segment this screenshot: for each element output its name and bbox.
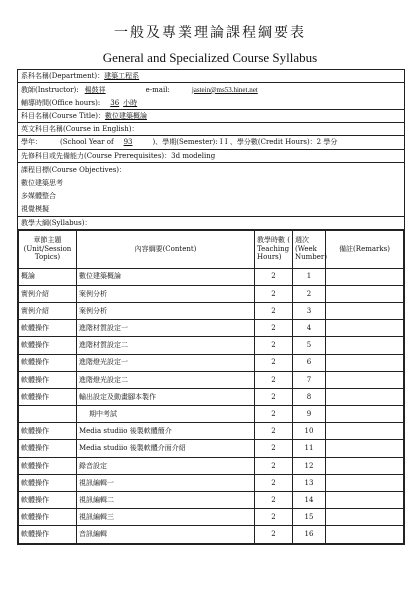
cell-remarks (326, 509, 404, 526)
cell-remarks (326, 337, 404, 354)
cell-content: 進階材質設定二 (77, 337, 255, 354)
cell-week: 3 (293, 302, 326, 319)
instructor-row (18, 83, 404, 96)
syllabus-label: 教學大綱(Syllabus)： (21, 218, 92, 227)
english-title-label: 英文科目名稱(Course in English)： (21, 125, 139, 134)
cell-hours: 2 (255, 268, 293, 285)
instructor-label: 教師(Instructor): (21, 85, 79, 94)
cell-week: 12 (293, 457, 326, 474)
cell-topic: 軟體操作 (19, 440, 77, 457)
table-row (19, 302, 404, 319)
prerequisites-row (18, 150, 404, 163)
cell-topic: 軟體操作 (19, 388, 77, 405)
table-row (19, 509, 404, 526)
cell-content: Media studiio 後製軟體介面介紹 (77, 440, 255, 457)
cell-remarks (326, 492, 404, 509)
course-title-row (18, 110, 404, 123)
cell-content: 視訊編輯二 (77, 492, 255, 509)
course-title-label: 科目名稱(Course Title)： (21, 111, 105, 120)
cell-week: 7 (293, 371, 326, 388)
cell-content: 案例分析 (77, 285, 255, 302)
cell-content: 視訊編輯三 (77, 509, 255, 526)
cell-hours: 2 (255, 388, 293, 405)
objective-text: 數位建築思考 (21, 178, 63, 187)
cell-hours: 2 (255, 354, 293, 371)
header-week: 週次 (Week Number) (293, 230, 326, 268)
office-hours-value: 36 (110, 98, 120, 107)
cell-content: 輸出設定及動畫腳本製作 (77, 388, 255, 405)
cell-week: 6 (293, 354, 326, 371)
cell-content: 音訊編輯 (77, 526, 255, 543)
cell-remarks (326, 285, 404, 302)
cell-content: 案例分析 (77, 302, 255, 319)
cell-hours: 2 (255, 474, 293, 491)
cell-remarks (326, 474, 404, 491)
table-row (19, 337, 404, 354)
cell-remarks (326, 440, 404, 457)
cell-week: 14 (293, 492, 326, 509)
objective-item (18, 176, 404, 189)
cell-hours: 2 (255, 509, 293, 526)
table-row (19, 492, 404, 509)
table-row (19, 388, 404, 405)
cell-week: 1 (293, 268, 326, 285)
cell-week: 8 (293, 388, 326, 405)
cell-remarks (326, 423, 404, 440)
syllabus-table (18, 230, 404, 544)
cell-topic: 軟體操作 (19, 371, 77, 388)
cell-topic: 軟體操作 (19, 526, 77, 543)
office-hours-row (18, 97, 404, 110)
prerequisites-value: 3d modeling (171, 151, 216, 160)
cell-hours: 2 (255, 526, 293, 543)
cell-hours: 2 (255, 337, 293, 354)
objective-text: 多媒體整合 (21, 192, 56, 201)
objectives-row (18, 163, 404, 176)
syllabus-row (18, 216, 404, 229)
cell-topic: 軟體操作 (19, 320, 77, 337)
objective-text: 視覺模擬 (21, 205, 49, 214)
year-text: (School Year of (60, 138, 114, 147)
cell-topic: 實例介紹 (19, 285, 77, 302)
cell-remarks (326, 526, 404, 543)
cell-hours: 2 (255, 371, 293, 388)
department-row (18, 70, 404, 83)
cell-remarks (326, 388, 404, 405)
cell-topic: 軟體操作 (19, 354, 77, 371)
instructor-value: 楊鼓祥 (84, 85, 106, 94)
objective-item (18, 190, 404, 203)
table-header-row (19, 230, 404, 268)
cell-remarks (326, 302, 404, 319)
header-remarks: 備註(Remarks) (326, 230, 404, 268)
cell-topic: 軟體操作 (19, 337, 77, 354)
table-row (19, 526, 404, 543)
year-value: 93 (123, 138, 133, 147)
table-row (19, 406, 404, 423)
cell-hours: 2 (255, 492, 293, 509)
year-row (18, 136, 404, 149)
syllabus-form (17, 69, 405, 545)
cell-remarks (326, 457, 404, 474)
cell-topic: 軟體操作 (19, 423, 77, 440)
cell-hours: 2 (255, 285, 293, 302)
cell-week: 5 (293, 337, 326, 354)
office-hours-unit: 小時 (123, 98, 138, 107)
table-row (19, 268, 404, 285)
cell-week: 15 (293, 509, 326, 526)
table-row (19, 371, 404, 388)
cell-hours: 2 (255, 423, 293, 440)
table-row (19, 440, 404, 457)
cell-remarks (326, 320, 404, 337)
cell-week: 2 (293, 285, 326, 302)
cell-topic: 軟體操作 (19, 492, 77, 509)
table-row (19, 285, 404, 302)
table-row (19, 474, 404, 491)
cell-topic (19, 406, 77, 423)
header-content: 內容綱要(Content) (77, 230, 255, 268)
cell-week: 16 (293, 526, 326, 543)
email-value: jastein@ms53.hinet.net (191, 85, 258, 94)
header-hours: 教學時數 ( Teaching Hours) (255, 230, 293, 268)
prerequisites-label: 先修科目或先備能力(Course Prerequisites)： (21, 151, 172, 160)
department-label: 系科名稱(Department)： (21, 71, 105, 80)
cell-remarks (326, 371, 404, 388)
cell-remarks (326, 406, 404, 423)
cell-hours: 2 (255, 440, 293, 457)
cell-hours: 2 (255, 302, 293, 319)
cell-topic: 軟體操作 (19, 457, 77, 474)
title-english: General and Specialized Course Syllabus (102, 50, 318, 65)
cell-content: 進階燈光設定一 (77, 354, 255, 371)
department-value: 建築工程系 (104, 71, 140, 80)
cell-remarks (326, 268, 404, 285)
table-row (19, 354, 404, 371)
cell-topic: 軟體操作 (19, 474, 77, 491)
cell-content: 進階燈光設定二 (77, 371, 255, 388)
cell-hours: 2 (255, 406, 293, 423)
cell-remarks (326, 354, 404, 371)
office-hours-label: 輔導時間(Office hours): (21, 98, 101, 107)
cell-week: 10 (293, 423, 326, 440)
header-topic: 章節主題 (Unit/Session Topics) (19, 230, 77, 268)
email-label: e-mail: (145, 85, 170, 94)
cell-content: 錄音設定 (77, 457, 255, 474)
english-title-row (18, 123, 404, 136)
cell-content: 數位建築概論 (77, 268, 255, 285)
cell-week: 13 (293, 474, 326, 491)
cell-hours: 2 (255, 320, 293, 337)
table-row (19, 457, 404, 474)
table-row (19, 423, 404, 440)
cell-week: 4 (293, 320, 326, 337)
cell-content: 期中考試 (77, 406, 255, 423)
objective-item (18, 203, 404, 216)
cell-topic: 實例介紹 (19, 302, 77, 319)
semester-credit-text: )、學期(Semester): I I 、學分數(Credit Hours)：2 學分 (152, 138, 338, 147)
course-title-value: 數位建築概論 (104, 111, 147, 120)
cell-content: 進階材質設定一 (77, 320, 255, 337)
cell-content: 視訊編輯一 (77, 474, 255, 491)
objectives-label: 課程目標(Course Objectives)： (21, 165, 127, 174)
cell-week: 9 (293, 406, 326, 423)
cell-week: 11 (293, 440, 326, 457)
cell-hours: 2 (255, 457, 293, 474)
cell-content: Media studiio 後製軟體簡介 (77, 423, 255, 440)
table-row (19, 320, 404, 337)
year-label: 學年： (21, 138, 42, 147)
cell-topic: 概論 (19, 268, 77, 285)
title-chinese: 一般及專業理論課程綱要表 (114, 25, 306, 41)
cell-topic: 軟體操作 (19, 509, 77, 526)
